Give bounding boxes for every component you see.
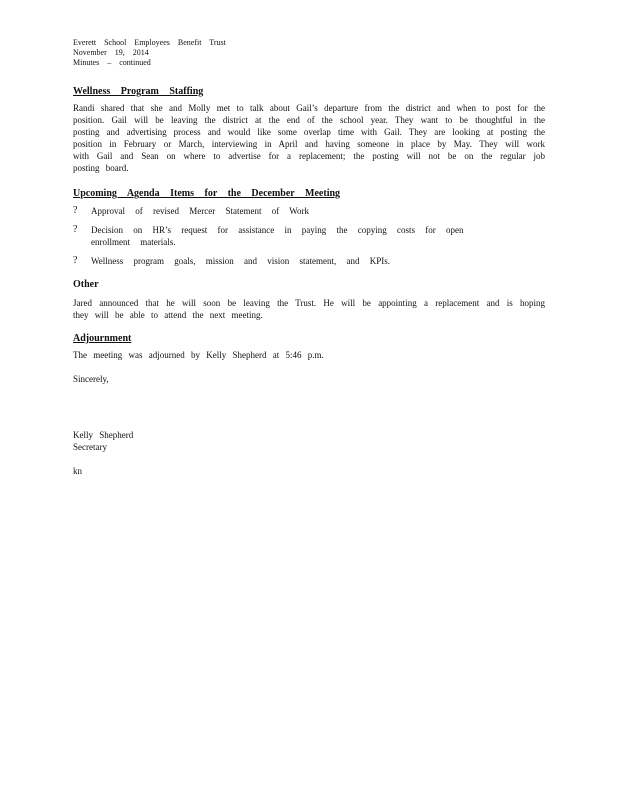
upcoming-item <box>73 224 545 248</box>
other-paragraph: Jared announced that he will soon be leaving the Trust. He will be appointing a replacement and is hoping they will be able to attend the next meeting. <box>73 298 545 320</box>
wellness-heading: Wellness Program Staffing <box>73 86 204 97</box>
header-minutes-continued: Minutes – continued <box>73 58 151 67</box>
header-date: November 19, 2014 <box>73 48 149 57</box>
section-adjournment <box>73 333 545 361</box>
upcoming-item-text: Approval of revised Mercer Statement of Work <box>91 206 310 216</box>
bullet-icon: ? <box>73 255 78 266</box>
wellness-paragraph: Randi shared that she and Molly met to talk about Gail’s departure from the district and when to post for the position. Gail will be leaving the district at the end of the school year. They want to be thoughtful in the posting and advertising process and would like some overlap time with Gail. They are looking at posting the position in February or March, interviewing in April and having someone in place by May. They will work with Gail and Sean on where to advertise for a replacement; the posting will not be on the regular job posting board. <box>73 103 545 173</box>
upcoming-heading: Upcoming Agenda Items for the December Meeting <box>73 188 341 199</box>
document-header <box>73 38 545 68</box>
signature-block <box>73 429 545 453</box>
header-organization: Everett School Employees Benefit Trust <box>73 38 226 47</box>
bullet-icon: ? <box>73 224 78 235</box>
upcoming-list <box>73 205 545 267</box>
upcoming-item-text: Wellness program goals, mission and vision statement, and KPIs. <box>91 256 390 266</box>
adjournment-heading: Adjournment <box>73 333 132 344</box>
other-heading: Other <box>73 279 99 290</box>
section-other <box>73 279 545 321</box>
upcoming-item <box>73 255 545 267</box>
adjournment-paragraph: The meeting was adjourned by Kelly Shepherd at 5:46 p.m. <box>73 350 324 360</box>
upcoming-item-text: Decision on HR’s request for assistance in paying the copying costs for open enrollment materials. <box>91 225 464 247</box>
signer-title: Secretary <box>73 442 107 452</box>
bullet-icon: ? <box>73 205 78 216</box>
upcoming-item <box>73 205 545 217</box>
salutation: Sincerely, <box>73 374 109 384</box>
section-upcoming <box>73 188 545 267</box>
document-page <box>73 38 545 477</box>
signer-name: Kelly Shepherd <box>73 430 134 440</box>
section-wellness <box>73 86 545 174</box>
typist-initials: kn <box>73 466 82 476</box>
